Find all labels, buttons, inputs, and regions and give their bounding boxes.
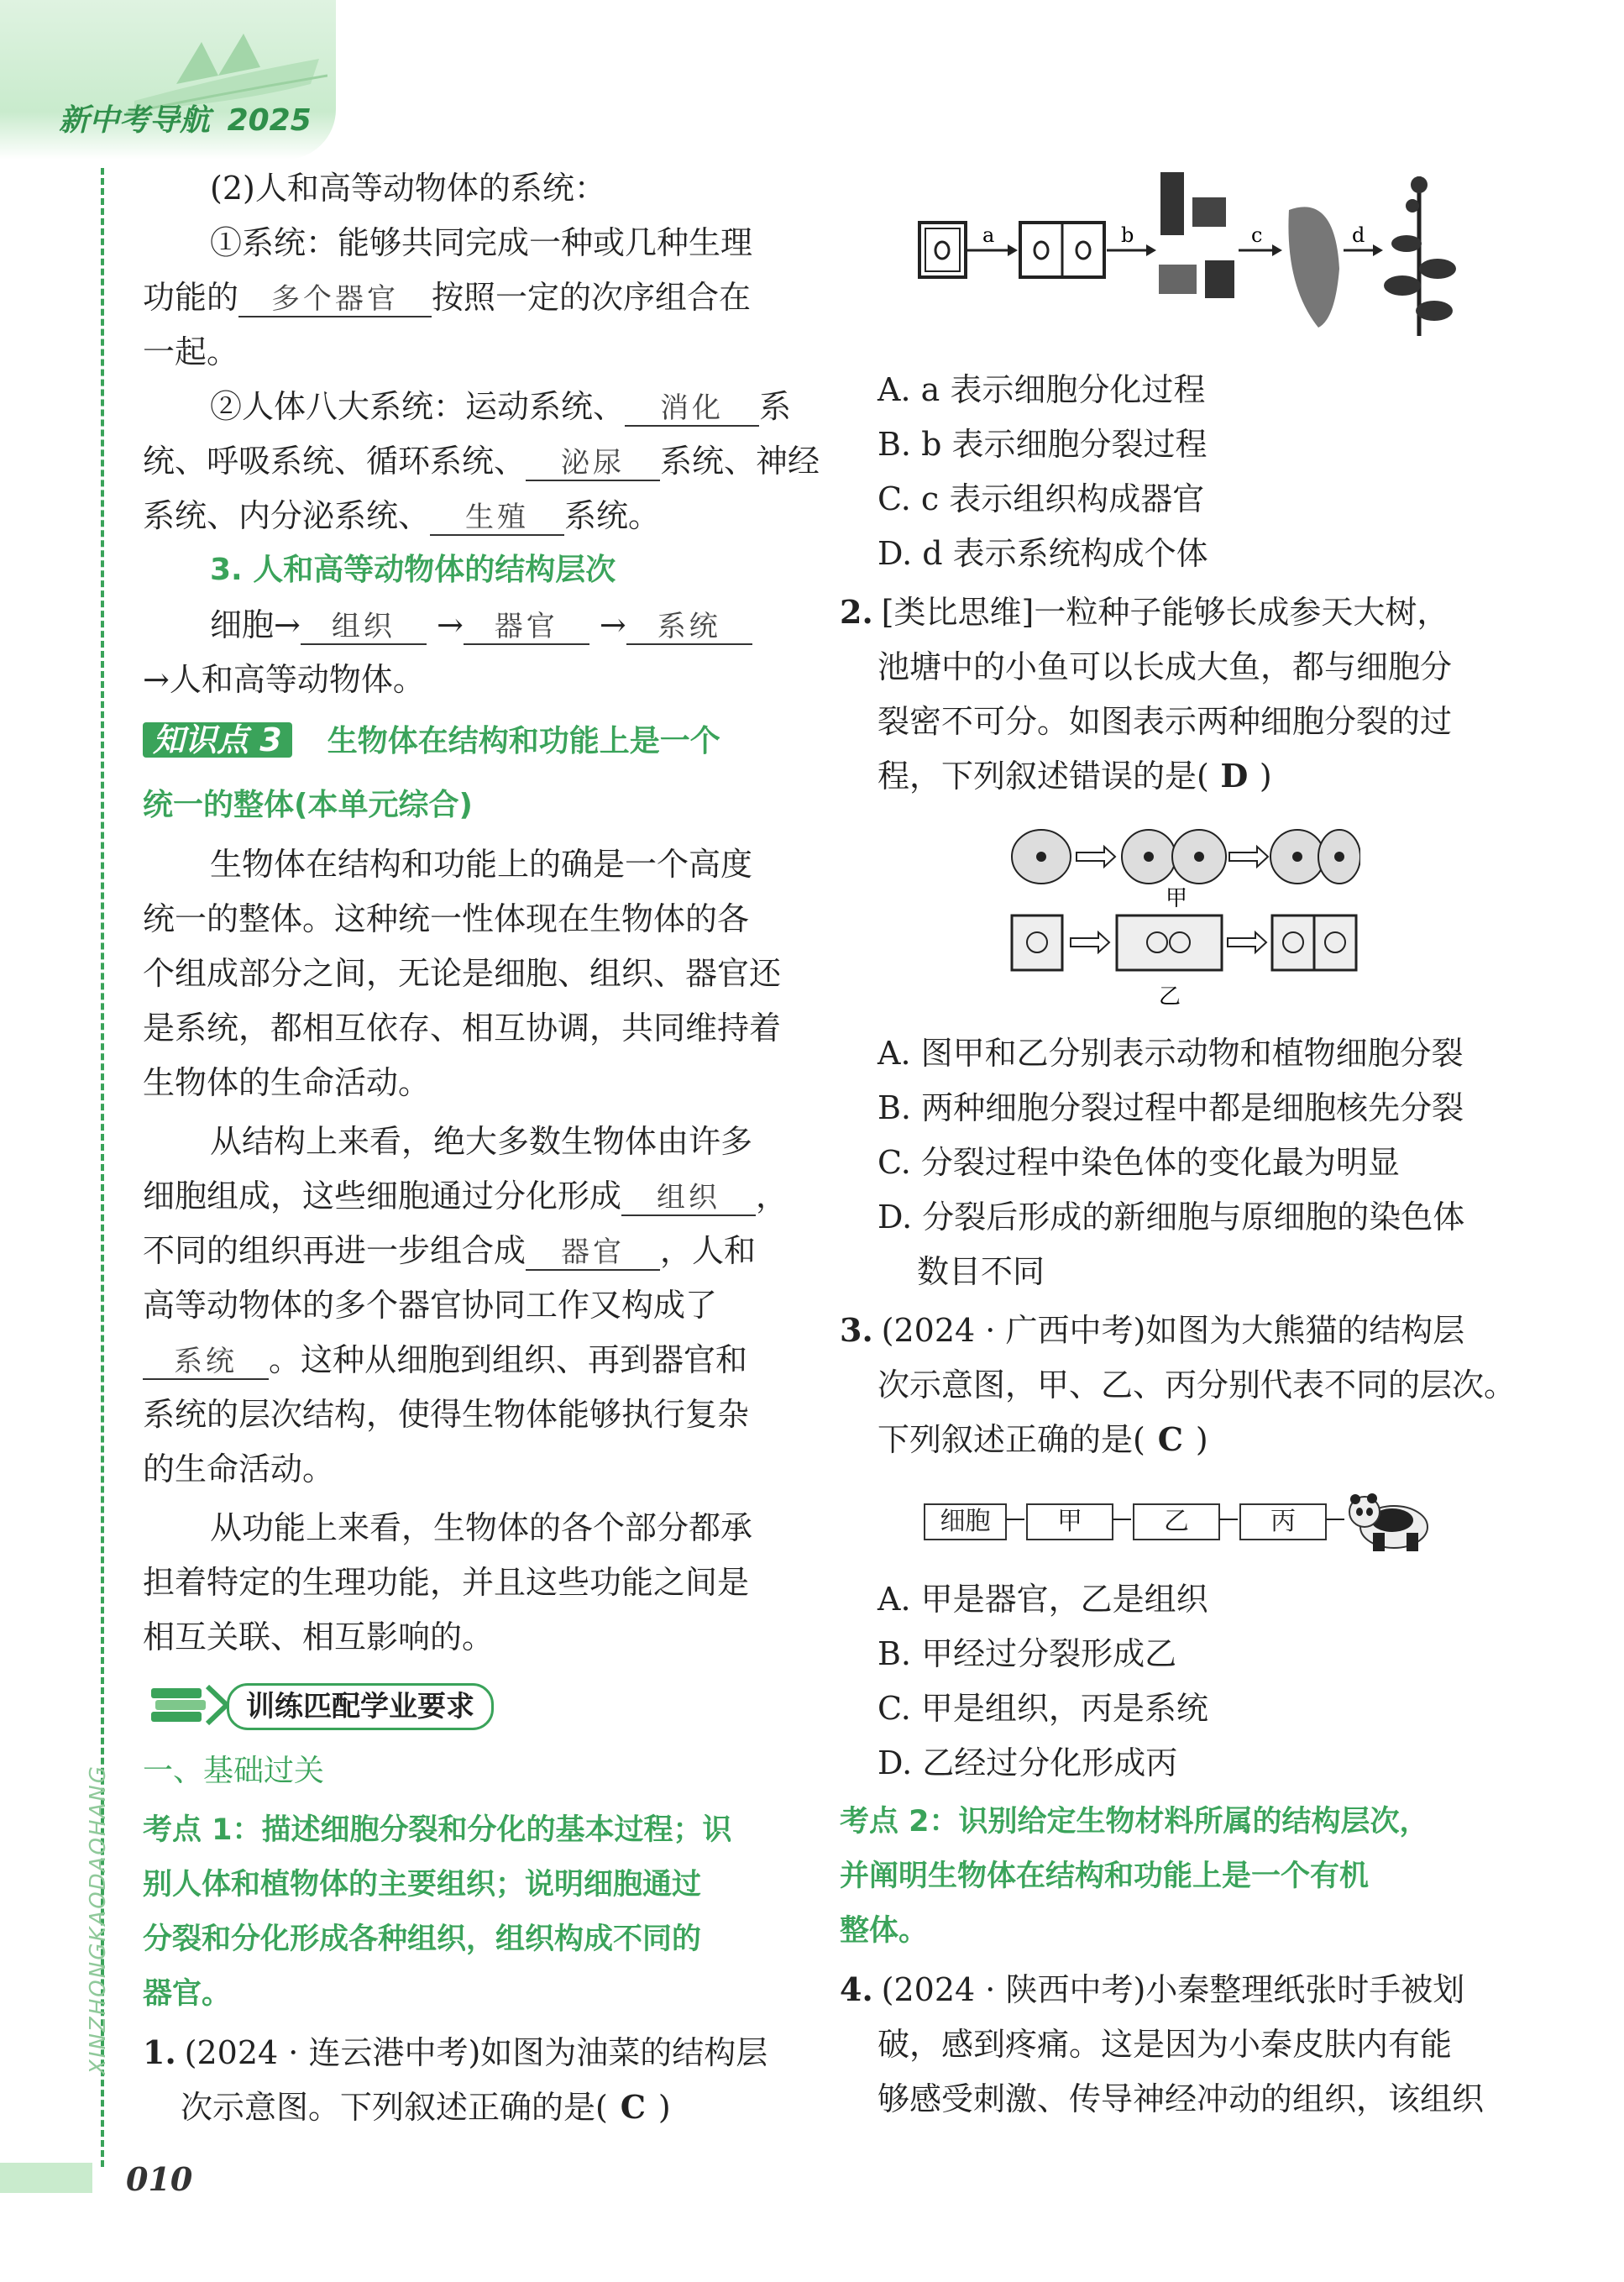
fill-blank-3: 泌尿 <box>526 446 660 481</box>
fig1-label-c: c <box>1251 223 1263 247</box>
fill-blank-1: 多个器官 <box>238 282 432 317</box>
fig3-box-cell: 细胞 <box>924 1503 1007 1540</box>
q3-opt-b[interactable]: B. 甲经过分裂形成乙 <box>877 1635 1177 1672</box>
q1-text-1: (2024 · 连云港中考)如图为油菜的结构层 <box>184 2034 768 2071</box>
p1-1: 统一的整体。这种统一性体现在生物体的各 <box>143 900 750 937</box>
l4: 一起。 <box>143 333 239 370</box>
fig2-label-yi: 乙 <box>1159 984 1181 1010</box>
kd2-2: 整体。 <box>840 1914 929 1948</box>
kd1-1: 别人体和植物体的主要组织；说明细胞通过 <box>143 1868 702 1902</box>
q2-line4 <box>877 757 1272 795</box>
q1-opt-c[interactable]: C. c 表示组织构成器官 <box>877 480 1205 517</box>
q2-answer: D <box>1220 757 1249 795</box>
q2-line2: 池塘中的小鱼可以长成大鱼，都与细胞分 <box>877 648 1453 685</box>
fill-blank-7: 系统 <box>626 610 752 645</box>
p3-0: 从功能上来看，生物体的各个部分都承 <box>210 1509 753 1546</box>
fig1-label-d: d <box>1352 223 1365 247</box>
l7-text-a: 系统、内分泌系统、 <box>143 497 431 534</box>
q1-answer: C <box>620 2088 646 2126</box>
l9: →人和高等动物体。 <box>143 661 425 698</box>
q3-close: ) <box>1195 1421 1208 1458</box>
fig1-label-b: b <box>1121 223 1134 247</box>
l6-text-b: 系统、神经 <box>660 443 820 480</box>
arrow-2: → <box>599 606 626 643</box>
q1-opt-a[interactable]: A. a 表示细胞分化过程 <box>877 371 1206 408</box>
l5-text-a: ②人体八大系统：运动系统、 <box>210 388 626 425</box>
plant-cell-row <box>1012 915 1356 970</box>
panda-icon <box>1344 1487 1436 1554</box>
q3-opt-c[interactable]: C. 甲是组织，丙是系统 <box>877 1690 1208 1727</box>
q4-line1 <box>840 1970 1465 2008</box>
q3-line1 <box>840 1311 1465 1349</box>
fill-blank-5: 组织 <box>301 610 427 645</box>
fig1-label-a: a <box>982 223 995 247</box>
fig3-arrow-1 <box>1006 1519 1024 1520</box>
fill-blank-6: 器官 <box>464 610 589 645</box>
p2f: 系统的层次结构，使得生物体能够执行复杂 <box>143 1396 750 1433</box>
q4-line3: 够感受刺激、传导神经冲动的组织，该组织 <box>877 2080 1485 2117</box>
train-header <box>147 1680 634 1730</box>
fig3-arrow-2 <box>1113 1519 1131 1520</box>
arrow-1: → <box>436 606 464 643</box>
kd2-1: 并阐明生物体在结构和功能上是一个有机 <box>840 1860 1370 1893</box>
kd2-0: 考点 2：识别给定生物材料所属的结构层次， <box>840 1805 1429 1839</box>
p2b-text: 细胞组成，这些细胞通过分化形成 <box>143 1178 622 1214</box>
train-title: 训练匹配学业要求 <box>246 1690 474 1723</box>
q2-text-0: [类比思维]一粒种子能够长成参天大树， <box>881 594 1449 631</box>
leaf-icon <box>1288 207 1339 328</box>
p2b-comma: ， <box>756 1178 788 1214</box>
p1-4: 生物体的生命活动。 <box>143 1064 431 1101</box>
kp3-badge: 知识点 3 <box>143 722 292 758</box>
kp3-title-2: 统一的整体(本单元综合) <box>143 788 473 822</box>
l3-text-b: 按照一定的次序组合在 <box>432 279 752 316</box>
p2c <box>143 1232 757 1271</box>
p1-3: 是系统，都相互依存、相互协调，共同维持着 <box>143 1010 782 1047</box>
kd1-0: 考点 1：描述细胞分裂和分化的基本过程；识 <box>143 1813 732 1847</box>
l7 <box>143 497 661 536</box>
l5 <box>210 388 792 427</box>
brand-text: 新中考导航 <box>59 103 211 138</box>
fill-blank-2: 消化 <box>625 391 759 427</box>
q4-text-0: (2024 · 陕西中考)小秦整理纸张时手被划 <box>881 1971 1465 2008</box>
q4-line2: 破，感到疼痛。这是因为小秦皮肤内有能 <box>877 2026 1453 2063</box>
p2b <box>143 1180 788 1216</box>
tissues-icon <box>1159 172 1234 298</box>
kp3-title-1: 生物体在结构和功能上是一个 <box>327 724 720 758</box>
footer-bar <box>0 2163 92 2193</box>
q3-opt-d[interactable]: D. 乙经过分化形成丙 <box>877 1744 1178 1781</box>
q2-opt-d-cont: 数目不同 <box>917 1253 1045 1290</box>
p2c-text-b: ，人和 <box>660 1232 757 1269</box>
q1-opt-d[interactable]: D. d 表示系统构成个体 <box>877 535 1208 572</box>
page-number: 010 <box>126 2160 193 2198</box>
l8 <box>210 606 752 645</box>
fill-blank-10: 系统 <box>143 1345 269 1380</box>
l3 <box>143 281 751 317</box>
fig3-arrow-3 <box>1219 1519 1238 1520</box>
kd1-3: 器官。 <box>143 1977 232 2011</box>
q2-line1 <box>840 593 1449 631</box>
single-cell-icon <box>919 223 966 277</box>
p3-2: 相互关联、相互影响的。 <box>143 1618 495 1655</box>
kp3-line1 <box>143 722 720 758</box>
fig2-cell-division <box>1008 819 1360 1012</box>
l2: ①系统：能够共同完成一种或几种生理 <box>210 224 753 261</box>
fig1-rapeseed-hierarchy <box>915 160 1469 344</box>
p2g: 的生命活动。 <box>143 1451 335 1487</box>
q2-opt-a[interactable]: A. 图甲和乙分别表示动物和植物细胞分裂 <box>877 1035 1464 1072</box>
brand-year: 2025 <box>227 103 312 138</box>
q2-number: 2. <box>840 593 873 631</box>
l8-text-a: 细胞→ <box>210 606 301 643</box>
p2e-text: 。这种从细胞到组织、再到器官和 <box>269 1341 748 1378</box>
p2e <box>143 1341 748 1380</box>
p2a: 从结构上来看，绝大多数生物体由许多 <box>210 1123 753 1160</box>
p1-2: 个组成部分之间，无论是细胞、组织、器官还 <box>143 955 782 992</box>
heading-3: 3. 人和高等动物体的结构层次 <box>210 553 616 587</box>
header-brand <box>59 97 312 139</box>
fig3-box-yi: 乙 <box>1133 1503 1220 1540</box>
p3-1: 担着特定的生理功能，并且这些功能之间是 <box>143 1564 750 1601</box>
p2c-text: 不同的组织再进一步组合成 <box>143 1232 526 1269</box>
l6-text-a: 统、呼吸系统、循环系统、 <box>143 443 526 480</box>
q2-text-last: 程，下列叙述错误的是( <box>877 758 1209 795</box>
l6 <box>143 445 820 481</box>
q3-number: 3. <box>840 1311 873 1349</box>
q2-close: ) <box>1259 758 1272 795</box>
q1-opt-b[interactable]: B. b 表示细胞分裂过程 <box>877 426 1208 463</box>
l5-text-b: 系 <box>759 388 792 425</box>
q1-text-2: 次示意图。下列叙述正确的是( <box>181 2089 608 2126</box>
l1: (2)人和高等动物体的系统： <box>210 170 606 207</box>
q1-close: ) <box>657 2089 671 2126</box>
q3-line2: 次示意图，甲、乙、丙分别代表不同的层次。 <box>877 1367 1517 1403</box>
p1-0: 生物体在结构和功能上的确是一个高度 <box>210 846 753 883</box>
q3-line3 <box>877 1420 1208 1458</box>
fill-blank-4: 生殖 <box>430 501 564 536</box>
fig3-box-bing: 丙 <box>1239 1503 1327 1540</box>
fig3-arrow-4 <box>1326 1519 1344 1520</box>
section-1: 一、基础过关 <box>143 1754 325 1788</box>
train-title-box <box>227 1683 494 1730</box>
fill-blank-8: 组织 <box>621 1181 756 1216</box>
divided-cells-icon <box>1020 223 1104 277</box>
fill-blank-9: 器官 <box>526 1235 660 1271</box>
q2-line3: 裂密不可分。如图表示两种细胞分裂的过 <box>877 703 1453 740</box>
q2-opt-c[interactable]: C. 分裂过程中染色体的变化最为明显 <box>877 1144 1400 1181</box>
q2-opt-d[interactable]: D. 分裂后形成的新细胞与原细胞的染色体 <box>877 1199 1465 1235</box>
rapeseed-plant-icon <box>1384 176 1456 336</box>
l3-text-a: 功能的 <box>143 279 239 316</box>
q3-opt-a[interactable]: A. 甲是器官，乙是组织 <box>877 1581 1208 1618</box>
p2d: 高等动物体的多个器官协同工作又构成了 <box>143 1287 718 1324</box>
q3-text-last: 下列叙述正确的是( <box>877 1421 1145 1458</box>
q1-line1 <box>143 2033 768 2071</box>
kd1-2: 分裂和分化形成各种组织，组织构成不同的 <box>143 1923 702 1956</box>
q2-opt-b[interactable]: B. 两种细胞分裂过程中都是细胞核先分裂 <box>877 1089 1464 1126</box>
book-stack-icon <box>147 1680 239 1730</box>
q3-answer: C <box>1157 1420 1183 1458</box>
q1-line2 <box>181 2088 671 2126</box>
q1-number: 1. <box>143 2033 176 2071</box>
animal-cell-row <box>1012 830 1360 884</box>
q3-text-0: (2024 · 广西中考)如图为大熊猫的结构层 <box>881 1312 1465 1349</box>
fig3-box-jia: 甲 <box>1026 1503 1113 1540</box>
side-vertical-text: XINZHONGKAODAOHANG <box>86 1765 111 2075</box>
fig2-label-jia: 甲 <box>1166 886 1188 911</box>
q4-number: 4. <box>840 1970 873 2008</box>
l7-text-b: 系统。 <box>564 497 661 534</box>
